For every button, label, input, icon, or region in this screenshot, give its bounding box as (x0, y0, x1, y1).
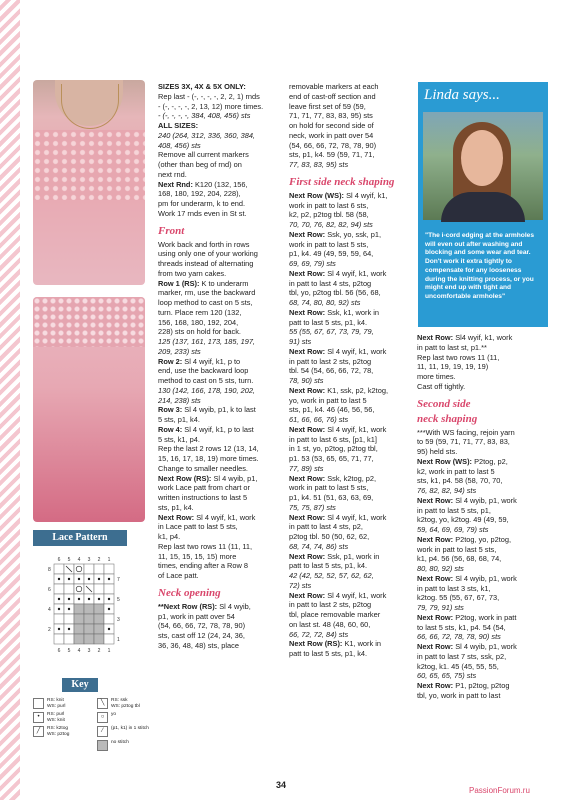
chart-cell (74, 634, 84, 644)
chart-cell (54, 564, 64, 574)
text-line: neck, work in patt over 54 (289, 130, 374, 140)
chart-row-number: 2 (48, 627, 51, 633)
text-line: (other than beg of rnd) on (158, 160, 242, 169)
chart-col-number: 1 (107, 557, 111, 563)
chart-cell (84, 604, 94, 614)
text-line: k2tog, yo, k2tog. 49 (49, 59, (417, 515, 509, 525)
text-line: 209, 233) sts (158, 346, 201, 356)
text-line: 69, 69, 79) sts (289, 259, 336, 268)
text-line: Next Row: Sl 4 wyib, p1, work (417, 573, 517, 583)
text-line: Row 3: Sl 4 wyib, p1, k to last (158, 405, 256, 415)
section-heading: Front (158, 224, 185, 237)
linda-says-box (418, 82, 548, 327)
chart-col-number: 2 (97, 648, 101, 654)
text-line: 61, 66, 66, 76) sts (289, 415, 349, 424)
text-line: Next Row: Sl 4 wyib, p1, work (417, 495, 517, 505)
text-line: in 1 st, yo, p2tog, p2tog tbl, (289, 444, 378, 454)
key-label: RS: k2tog WS: p2tog (47, 726, 70, 737)
text-line: in patt to last 4 sts, p2, (289, 522, 363, 532)
chart-cell (64, 634, 74, 644)
chart-row-number: 8 (48, 567, 51, 573)
text-line: ALL SIZES: (158, 121, 199, 130)
text-line: 68, 74, 80, 80, 92) sts (289, 298, 361, 307)
purl-dot (78, 578, 80, 580)
key-item (33, 698, 65, 709)
text-line: tbl, yo, work in patt to last (417, 690, 501, 700)
text-line: to 59 (59, 71, 71, 77, 83, 83, (417, 437, 510, 447)
photo-body (441, 192, 525, 222)
text-line: 55 (55, 67, 67, 73, 79, 79, (289, 327, 374, 337)
chart-col-number: 2 (97, 557, 101, 563)
linda-photo (423, 112, 543, 220)
text-line: 228) sts on hold for back. (158, 327, 241, 337)
text-line: Next Row: Ssk, k2tog, p2, (289, 473, 377, 483)
text-line: Next Row: P1, p2tog, p2tog (417, 681, 510, 690)
text-line: tbl, yo, p2tog tbl. 56 (56, 68, (289, 288, 381, 298)
text-line: 125 (137, 161, 173, 185, 197, (158, 337, 255, 346)
text-line: sts, p1, k4. 46 (46, 56, 56, (289, 405, 375, 415)
key-label: yo (111, 712, 117, 717)
lace-yoke (33, 130, 145, 200)
key-item (33, 712, 65, 723)
chart-row-number: 5 (117, 597, 120, 603)
text-line: work in patt to last 6 sts, (289, 200, 369, 210)
text-line: patt to last 5 sts, p1, k4. (289, 649, 368, 658)
text-line: k2tog, k1. 45 (45, 55, 55, (417, 661, 499, 671)
chart-cell (64, 584, 74, 594)
section-heading: Neck opening (158, 586, 221, 599)
text-line: Next Row: Sl 4 wyif, k1, work (158, 512, 256, 522)
text-line: k1, p4. (158, 532, 181, 541)
text-line: work in patt to last 5 sts, (417, 544, 497, 554)
purl-dot (68, 628, 70, 630)
text-line: Next Row: Sl 4 wyif, k1, work (289, 512, 387, 522)
text-line: Next Row (WS): Sl 4 wyif, k1, (289, 190, 388, 200)
text-line: 156, 168, 180, 192, 204, (158, 317, 239, 327)
text-line: next rnd. (158, 169, 187, 179)
text-line: in patt to last 2 sts, p2tog (289, 356, 372, 366)
text-line: 79, 79, 91) sts (417, 603, 464, 612)
text-line: 11, 11, 19, 19, 19, 19) (417, 362, 489, 372)
text-line: 66, 72, 72, 84) sts (289, 629, 349, 639)
chart-cell (74, 614, 84, 624)
purl-dot (88, 598, 90, 600)
text-line: 77, 83, 83, 95) sts (289, 160, 349, 169)
text-line: SIZES 3X, 4X & 5X ONLY: (158, 82, 246, 91)
key-swatch: • (33, 712, 44, 723)
text-line: from two yarn cakes. (158, 268, 227, 278)
linda-says-title: Linda says... (424, 87, 500, 103)
text-line: Next Row: Sl 4 wyib, p1, work (417, 642, 517, 651)
text-line: (54, 66, 66, 72, 78, 78, 90) (158, 621, 246, 631)
text-line: 36, 36, 48, 48) sts, place (158, 640, 239, 650)
purl-dot (58, 628, 60, 630)
section-heading: Second side (417, 397, 471, 410)
text-line: in patt to last 6 sts, [p1, k1] (289, 434, 377, 444)
key-title: Key (62, 678, 98, 692)
text-line: 76, 82, 82, 94) sts (417, 486, 477, 495)
text-line: in patt to last 4 sts, p2tog (289, 278, 372, 288)
text-line: Next Row: Sl 4 wyif, k1, work (289, 346, 387, 356)
section-heading: neck shaping (417, 412, 478, 425)
text-line: Next Row: P2tog, yo, p2tog, (417, 534, 512, 544)
text-line: 59, 64, 69, 69, 79) sts (417, 525, 489, 534)
chart-col-number: 5 (67, 648, 71, 654)
chart-cell (64, 614, 74, 624)
text-line: 70, 70, 76, 82, 82, 94) sts (289, 220, 373, 229)
text-line: - (-, -, -, -, 2, 13, 12) more times. (158, 101, 264, 111)
text-line: 130 (142, 166, 178, 190, 202, (158, 385, 255, 395)
chart-cell (74, 584, 84, 594)
text-line: p1, k4. 51 (51, 63, 63, 69, (289, 493, 374, 502)
text-line: 95) held sts. (417, 447, 458, 456)
text-line: p1, k4. 49 (49, 59, 59, 64, (289, 249, 374, 259)
key-item (97, 698, 140, 709)
text-line: 78, 90) sts (289, 376, 324, 385)
sweater-photo-top (33, 80, 145, 285)
text-line: Next Rnd: K120 (132, 156, (158, 179, 248, 189)
purl-dot (108, 598, 110, 600)
text-line: k2tog. 55 (55, 67, 67, 73, (417, 593, 500, 603)
chart-col-number: 3 (87, 648, 91, 654)
text-line: Cast off tightly. (417, 381, 466, 391)
text-line: Next Row: Sl 4 wyif, k1, work (289, 590, 387, 600)
text-line: 5 sts, p1, k4. (158, 415, 200, 424)
text-line: 72) sts (289, 580, 312, 590)
chart-col-number: 6 (57, 557, 61, 563)
key-swatch: ╱ (33, 726, 44, 737)
chart-cell (84, 614, 94, 624)
text-line: in patt to last st, p1.** (417, 342, 487, 352)
text-line: Next Row: Ssk, k1, work in (289, 307, 379, 317)
text-line: 75, 75, 87) sts (289, 502, 336, 512)
text-line: threads instead of alternating (158, 259, 254, 268)
purl-dot (108, 578, 110, 580)
key-label: no stitch (111, 740, 129, 745)
text-line: Remove all current markers (158, 150, 249, 160)
text-line: yo, work in patt to last 5 (289, 395, 367, 405)
chart-cell (94, 634, 104, 644)
chart-cell (104, 584, 114, 594)
lace-pattern-title: Lace Pattern (33, 530, 127, 546)
key-swatch (97, 740, 108, 751)
text-line: 71, 71, 77, 83, 83, 95) sts (289, 111, 373, 121)
text-line: Row 2: Sl 4 wyif, k1, p to (158, 356, 241, 366)
text-line: p1. 53 (53, 65, 65, 71, 77, (289, 454, 374, 463)
purl-dot (98, 598, 100, 600)
text-line: 408, 456) sts (158, 140, 201, 150)
text-line: turn. Place rem 120 (132, (158, 307, 242, 317)
text-line: pm for underarm, k to end. (158, 199, 246, 208)
text-line: p2tog tbl. 50 (50, 62, 62, (289, 532, 370, 541)
purl-dot (68, 598, 70, 600)
chart-cell (74, 564, 84, 574)
text-line: end, use the backward loop (158, 366, 249, 376)
text-line: patt to last 5 sts, p1, k4. (289, 561, 368, 571)
text-line: work in patt to last 5 sts, (289, 483, 369, 493)
text-line: removable markers at each (289, 82, 379, 91)
chart-row-number: 1 (117, 637, 120, 643)
text-line: sts, p1, k4. 59 (59, 71, 71, (289, 150, 375, 160)
sweater-photo-bottom (33, 297, 145, 522)
purl-dot (68, 578, 70, 580)
chart-cell (94, 604, 104, 614)
key-item (97, 740, 129, 751)
text-line: Next Row: Sl 4 wyif, k1, work (289, 268, 387, 278)
chart-col-number: 1 (107, 648, 111, 654)
text-line: Rep last two rows 11 (11, (417, 352, 500, 362)
chart-cell (54, 614, 64, 624)
site-watermark: PassionForum.ru (469, 786, 530, 795)
chart-cell (94, 564, 104, 574)
purl-dot (108, 628, 110, 630)
chart-cell (94, 614, 104, 624)
chart-cell (84, 624, 94, 634)
text-line: Next Row (WS): P2tog, p2, (417, 456, 508, 466)
text-line: 42 (42, 52, 52, 57, 62, 62, (289, 571, 374, 580)
text-line: in patt to last 3 sts, k1, (417, 583, 491, 593)
chart-cell (104, 634, 114, 644)
text-line: using only one of your working (158, 249, 258, 259)
purl-dot (88, 578, 90, 580)
text-line: work in patt to last 5 sts, (289, 239, 369, 249)
purl-dot (108, 608, 110, 610)
key-swatch (33, 698, 44, 709)
text-line: 60, 65, 65, 75) sts (417, 671, 477, 681)
chart-cell (84, 634, 94, 644)
purl-dot (58, 608, 60, 610)
chart-cell (94, 624, 104, 634)
text-line: 77, 89) sts (289, 463, 324, 473)
text-line: Next Row: Ssk, p1, work in (289, 551, 380, 561)
lace-pattern-chart (40, 552, 130, 672)
text-line: Rep last two rows 11 (11, 11, (158, 541, 253, 551)
text-line: k2, p2, p2tog tbl. 58 (58, (289, 210, 369, 220)
text-line: 214, 238) sts (158, 395, 201, 405)
text-line: Row 1 (RS): K to underarm (158, 278, 249, 288)
text-line: sts, k1, p4. 58 (58, 70, 70, (417, 476, 503, 486)
text-line: **Next Row (RS): Sl 4 wyib, (158, 601, 251, 611)
text-line: patt to last 5 sts, p1, k4. (289, 317, 368, 327)
chart-col-number: 5 (67, 557, 71, 563)
text-line: 168, 180, 192, 204, 228), (158, 189, 241, 199)
chart-row-number: 7 (117, 577, 120, 583)
text-line: to last 5 sts, k1, p4. 54 (54, (417, 622, 506, 632)
text-line: 66, 66, 72, 78, 78, 90) sts (417, 632, 501, 642)
chart-cell (104, 564, 114, 574)
text-line: 5 sts, k1, p4. (158, 434, 200, 444)
text-line: 11, 15, 15, 15, 15) more (158, 551, 237, 561)
decorative-stripe (0, 0, 20, 800)
text-line: in patt to last 5 sts, p1, (417, 505, 491, 515)
text-line: end of cast-off section and (289, 91, 376, 101)
lace-detail (33, 297, 145, 347)
text-column-1 (158, 82, 284, 651)
text-line: on last st. 48 (48, 60, 60, (289, 619, 371, 629)
text-line: Next Row: P2tog, work in patt (417, 612, 517, 622)
chart-row-number: 6 (48, 587, 51, 593)
text-line: Rep last - (-, -, -, -, 2, 2, 1) rnds (158, 91, 260, 101)
text-line: loop method to cast on 5 sts, (158, 298, 253, 307)
text-line: Next Row: Sl 4 wyif, k1, work (289, 424, 387, 434)
key-swatch: ○ (97, 712, 108, 723)
text-line: (54, 66, 66, 72, 78, 78, 90) (289, 140, 377, 150)
linda-quote: "The i-cord edging at the armholes will even out after washing and blocking and some wear and tear. Don't work it extra tightly to compensate for any looseness during the knitting process, or you might end up with tight and uncomfortable armholes" (425, 232, 535, 300)
text-line: method to cast on 5 sts, turn. (158, 376, 254, 385)
key-label: RS: knit WS: purl (47, 698, 66, 709)
text-line: marker, rm, use the backward (158, 288, 256, 298)
text-line: in patt to last 2 sts, p2tog (289, 600, 372, 610)
purl-dot (58, 578, 60, 580)
key-item (97, 726, 149, 737)
text-line: 68, 74, 74, 86) sts (289, 541, 349, 551)
key-swatch: ⁄ (97, 726, 108, 737)
text-line: Work 17 rnds even in St st. (158, 208, 247, 218)
key-label: (p1, k1) in 1 stitch (111, 726, 149, 731)
key-label: RS: ssk WS: p2tog tbl (111, 698, 140, 709)
text-line: in Lace patt to last 5 sts, (158, 522, 238, 532)
text-line: sts, p1, k4. (158, 502, 194, 512)
text-line: - (-, -, -, -, 384, 408, 456) sts (158, 111, 251, 121)
text-line: on hold for second side of (289, 121, 374, 130)
key-item (97, 712, 116, 723)
text-line: k2, work in patt to last 5 (417, 466, 495, 476)
text-line: 91) sts (289, 337, 312, 346)
chart-cell (94, 584, 104, 594)
chart-row-number: 4 (48, 607, 51, 613)
purl-dot (58, 598, 60, 600)
text-line: times, ending after a Row 8 (158, 561, 248, 571)
text-line: Rep the last 2 rows 12 (13, 14, (158, 444, 259, 454)
text-line: Next Row: Ssk, yo, ssk, p1, (289, 229, 381, 239)
text-line: 15, 16, 17, 18, 19) more times. (158, 454, 259, 463)
text-line: 80, 80, 92) sts (417, 564, 464, 573)
text-line: Work back and forth in rows (158, 239, 250, 249)
text-line: of Lace patt. (158, 571, 199, 580)
purl-dot (78, 598, 80, 600)
text-line: in patt to last 7 sts, ssk, p2, (417, 651, 507, 661)
text-line: Next Row (RS): Sl 4 wyib, p1, (158, 473, 258, 483)
necklace (61, 84, 119, 129)
text-line: Change to smaller needles. (158, 463, 248, 473)
text-line: more times. (417, 372, 456, 381)
photo-face (461, 130, 503, 186)
chart-cell (74, 624, 84, 634)
chart-col-number: 6 (57, 648, 61, 654)
page-number: 34 (276, 780, 287, 790)
chart-cell (104, 614, 114, 624)
chart-col-number: 4 (77, 648, 81, 654)
text-line: Next Row: K1, ssk, p2, k2tog, (289, 385, 388, 395)
text-line: work Lace patt from chart or (158, 483, 251, 493)
key-label: RS: purl WS: knit (47, 712, 65, 723)
purl-dot (68, 608, 70, 610)
key-swatch: ╲ (97, 698, 108, 709)
chart-cell (84, 564, 94, 574)
chart-cell (54, 634, 64, 644)
chart-col-number: 3 (87, 557, 91, 563)
section-heading: First side neck shaping (289, 175, 395, 188)
chart-col-number: 4 (77, 557, 81, 563)
text-line: Row 4: Sl 4 wyif, k1, p to last (158, 424, 254, 434)
text-line: tbl. 54 (54, 66, 66, 72, 78, (289, 366, 374, 376)
text-line: written instructions to last 5 (158, 493, 248, 502)
chart-cell (54, 584, 64, 594)
text-line: p1, work in patt over 54 (158, 611, 235, 621)
text-line: tbl, place removable marker (289, 610, 381, 619)
text-line: ***With WS facing, rejoin yarn (417, 427, 515, 437)
text-line: sts, cast off 12 (24, 24, 36, (158, 631, 245, 640)
purl-dot (98, 578, 100, 580)
text-line: 240 (264, 312, 336, 360, 384, (158, 130, 255, 140)
key-item (33, 726, 69, 737)
text-line: k1, p4. 56 (56, 68, 68, 74, (417, 554, 502, 564)
chart-cell (74, 604, 84, 614)
chart-row-number: 3 (117, 617, 120, 623)
text-column-3 (417, 333, 547, 701)
text-line: Next Row: Sl4 wyif, k1, work (417, 333, 513, 342)
text-line: leave first set of 59 (59, (289, 101, 366, 111)
text-column-2 (289, 82, 415, 659)
text-line: Next Row (RS): K1, work in (289, 639, 382, 649)
